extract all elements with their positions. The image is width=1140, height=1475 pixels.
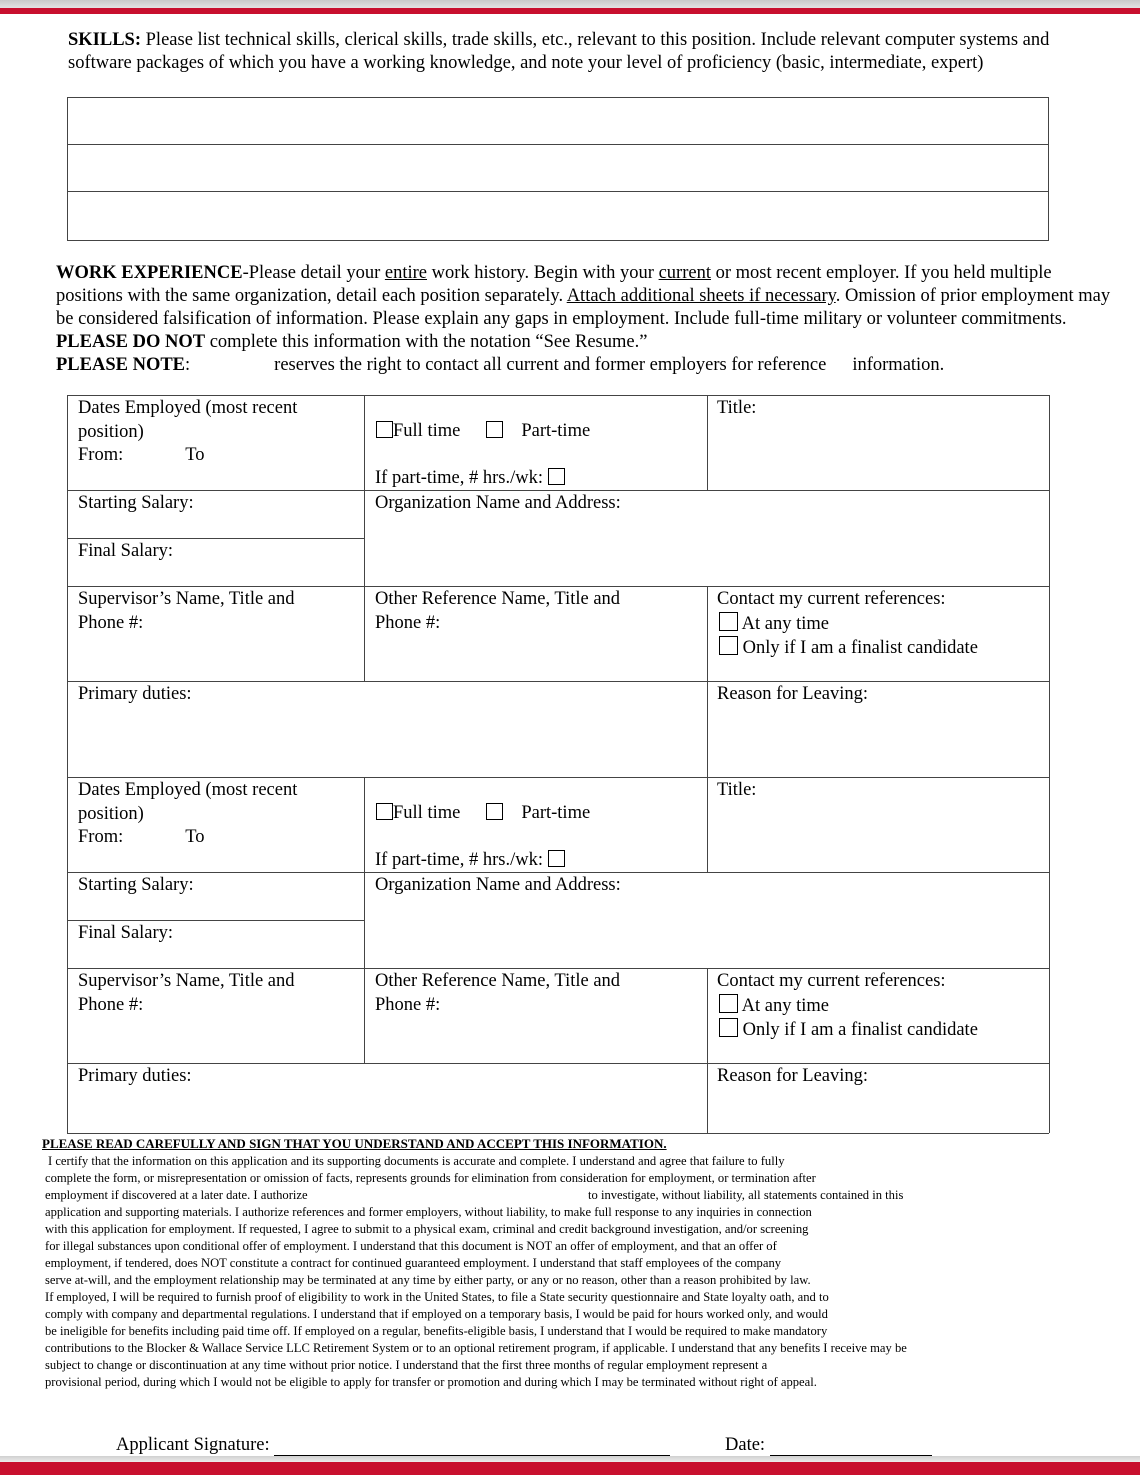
full-time-label: Full time: [393, 803, 461, 823]
finalist-row: [717, 636, 978, 661]
supervisor-line-2: Phone #:: [78, 994, 144, 1015]
legal-line: be ineligible for benefits including paid time off. If employed on a regular, benefits-eligible basis, I understand that I would be required to make mandatory: [45, 1324, 828, 1338]
table1-border: [1049, 395, 1050, 777]
header-bar-red: [0, 8, 1140, 14]
any-time-label: At any time: [741, 995, 829, 1016]
starting-salary-label: Starting Salary:: [78, 875, 194, 895]
from-to-row: [78, 826, 297, 850]
legal-line: application and supporting materials. I authorize references and former employers, without liability, to make full response to any inquiries in connection: [45, 1205, 812, 1219]
hours-label: If part-time, # hrs./wk:: [375, 850, 543, 870]
work-underline-current: current: [658, 263, 711, 283]
table2-border: [67, 968, 1049, 969]
final-salary-label: Final Salary:: [78, 923, 174, 943]
please-note-end: information.: [852, 355, 945, 375]
table2-border: [707, 968, 708, 1133]
primary-duties-label: Primary duties:: [78, 1066, 192, 1086]
date-field[interactable]: [770, 1439, 932, 1456]
from-to-row: [78, 444, 297, 468]
final-salary-label: Final Salary:: [78, 541, 174, 561]
to-label: To: [185, 827, 205, 847]
hours-checkbox[interactable]: [548, 850, 565, 867]
footer-bar-red: [0, 1462, 1140, 1475]
supervisor-label: [78, 588, 295, 635]
other-ref-line-2: Phone #:: [375, 612, 441, 633]
reason-leaving-label: Reason for Leaving:: [717, 684, 869, 704]
legal-line: contributions to the Blocker & Wallace Service LLC Retirement System or to an optional retirement program, if applicable. I understand that any benefits I receive may be: [45, 1341, 907, 1355]
finalist-checkbox[interactable]: [719, 636, 738, 655]
legal-line: If employed, I will be required to furnish proof of eligibility to work in the United States, to file a State security questionnaire and State loyalty oath, and to: [45, 1290, 829, 1304]
legal-line: provisional period, during which I would not be eligible to apply for transfer or promotion and during which I may be terminated without right of appeal.: [45, 1375, 817, 1389]
please-note-text: reserves the right to contact all current and former employers for reference: [274, 355, 827, 375]
work-text-3: or most recent employer. If you held multiple positions with the same organization, detail each position separately.: [56, 263, 1052, 306]
table2-border: [67, 777, 68, 1133]
any-time-checkbox[interactable]: [719, 612, 738, 631]
legal-line: employment if discovered at a later date. I authorize: [45, 1188, 308, 1202]
employment-type-row: [376, 802, 590, 826]
part-time-checkbox[interactable]: [486, 803, 503, 820]
dates-line-2: position): [78, 421, 144, 442]
finalist-row: [717, 1018, 978, 1043]
supervisor-line-2: Phone #:: [78, 612, 144, 633]
work-text-2: work history. Begin with your: [427, 263, 659, 283]
please-do-not: PLEASE DO NOT: [56, 332, 206, 352]
work-underline-attach: Attach additional sheets if necessary: [566, 286, 836, 306]
hours-checkbox[interactable]: [548, 468, 565, 485]
supervisor-line-1: Supervisor’s Name, Title and: [78, 589, 295, 609]
date-row: [725, 1435, 932, 1456]
table1-border: [364, 395, 365, 681]
legal-line: employment, if tendered, does NOT constitute a contract for continued guaranteed employment. I understand that staff employees of the company: [45, 1256, 782, 1270]
skills-line-3[interactable]: [68, 192, 1048, 240]
any-time-label: At any time: [741, 613, 829, 634]
finalist-label: Only if I am a finalist candidate: [742, 1020, 978, 1040]
from-label: From:: [78, 445, 124, 465]
contact-label: Contact my current references:: [717, 971, 946, 991]
legal-line: to investigate, without liability, all statements contained in this: [588, 1188, 904, 1202]
part-time-label: Part-time: [521, 803, 591, 823]
legal-line: for illegal substances upon conditional offer of employment. I understand that this document is NOT an offer of employment, and that an offer of: [45, 1239, 777, 1253]
legal-line: serve at-will, and the employment relationship may be terminated at any time by either party, or any or no reason, other than a reason prohibited by law.: [45, 1273, 811, 1287]
work-text-4: . Omission of prior employment may be considered falsification of information. Please explain any gaps in employment. Include full-time military or volunteer commitments.: [56, 286, 1111, 329]
supervisor-label: [78, 970, 295, 1017]
contact-label: Contact my current references:: [717, 589, 946, 609]
contact-references: [717, 970, 978, 1043]
please-note-line: [56, 355, 944, 376]
dates-employed-label: [78, 779, 297, 850]
employment-type-row: [376, 420, 590, 444]
table2-border: [67, 1063, 1049, 1064]
legal-line: subject to change or discontinuation at any time without prior notice. I understand that the first three months of regular employment represent a: [45, 1358, 768, 1372]
organization-label: Organization Name and Address:: [375, 875, 621, 895]
work-experience-instructions: [56, 262, 1116, 354]
please-note-label: PLEASE NOTE: [56, 355, 186, 375]
other-ref-line-2: Phone #:: [375, 994, 441, 1015]
full-time-checkbox[interactable]: [376, 803, 393, 820]
date-label: Date:: [725, 1435, 766, 1455]
legal-heading: PLEASE READ CAREFULLY AND SIGN THAT YOU UNDERSTAND AND ACCEPT THIS INFORMATION.: [42, 1136, 667, 1151]
other-ref-line-1: Other Reference Name, Title and: [375, 971, 621, 991]
title-label: Title:: [717, 398, 757, 418]
to-label: To: [185, 445, 205, 465]
dates-line-1: Dates Employed (most recent: [78, 780, 298, 800]
table2-border: [67, 1133, 1049, 1134]
primary-duties-label: Primary duties:: [78, 684, 192, 704]
skills-heading: SKILLS:: [68, 30, 142, 50]
finalist-label: Only if I am a finalist candidate: [742, 638, 978, 658]
work-underline-entire: entire: [384, 263, 428, 283]
table2-border: [1049, 777, 1050, 1133]
part-time-label: Part-time: [521, 421, 591, 441]
any-time-row: [717, 612, 978, 637]
table2-border: [364, 777, 365, 1063]
table1-border: [67, 395, 68, 777]
part-time-checkbox[interactable]: [486, 421, 503, 438]
skills-instructions: [68, 29, 1078, 75]
table1-border: [67, 538, 364, 539]
dates-employed-label: [78, 397, 297, 468]
legal-line: complete the form, or misrepresentation or omission of facts, represents grounds for elimination from consideration for employment, or termination after: [45, 1171, 816, 1185]
supervisor-line-1: Supervisor’s Name, Title and: [78, 971, 295, 991]
table2-border: [707, 777, 708, 872]
skills-text: Please list technical skills, clerical skills, trade skills, etc., relevant to this position. Include relevant computer systems and software packages of which you have a working knowledge, and note your level of proficiency (basic, intermediate, expert): [68, 30, 1050, 73]
signature-row: [116, 1435, 670, 1456]
table1-border: [707, 586, 708, 777]
table1-border: [67, 681, 1049, 682]
skills-line-1[interactable]: [68, 98, 1048, 145]
applicant-signature-label: Applicant Signature:: [116, 1435, 270, 1455]
skills-line-2[interactable]: [68, 145, 1048, 192]
other-reference-label: [375, 588, 620, 635]
reason-leaving-label: Reason for Leaving:: [717, 1066, 869, 1086]
dates-line-2: position): [78, 803, 144, 824]
any-time-checkbox[interactable]: [719, 994, 738, 1013]
hours-row: [375, 849, 565, 873]
legal-line: with this application for employment. If requested, I agree to submit to a physical exam, criminal and credit background investigation, and/or screening: [45, 1222, 809, 1236]
organization-label: Organization Name and Address:: [375, 493, 621, 513]
full-time-label: Full time: [393, 421, 461, 441]
hours-row: [375, 467, 565, 491]
full-time-checkbox[interactable]: [376, 421, 393, 438]
work-text-1: -Please detail your: [242, 263, 385, 283]
title-label: Title:: [717, 780, 757, 800]
table1-border: [67, 586, 1049, 587]
table1-border: [707, 395, 708, 490]
table1-border: [67, 395, 1049, 396]
from-label: From:: [78, 827, 124, 847]
skills-entry-box: [67, 97, 1049, 241]
table2-border: [67, 920, 364, 921]
legal-line: I certify that the information on this application and its supporting documents is accurate and complete. I understand and agree that failure to fully: [48, 1154, 785, 1168]
applicant-signature-field[interactable]: [274, 1439, 670, 1456]
contact-references: [717, 588, 978, 661]
other-ref-line-1: Other Reference Name, Title and: [375, 589, 621, 609]
finalist-checkbox[interactable]: [719, 1018, 738, 1037]
table1-border: [67, 777, 1049, 778]
dates-line-1: Dates Employed (most recent: [78, 398, 298, 418]
other-reference-label: [375, 970, 620, 1017]
header-bar-gray: [0, 0, 1140, 8]
legal-line: comply with company and departmental regulations. I understand that if employed on a temporary basis, I would be paid for hours worked only, and would: [45, 1307, 828, 1321]
any-time-row: [717, 994, 978, 1019]
starting-salary-label: Starting Salary:: [78, 493, 194, 513]
please-note-colon: :: [185, 355, 191, 375]
hours-label: If part-time, # hrs./wk:: [375, 468, 543, 488]
work-text-5: complete this information with the notation “See Resume.”: [205, 332, 648, 352]
work-experience-heading: WORK EXPERIENCE: [56, 263, 243, 283]
